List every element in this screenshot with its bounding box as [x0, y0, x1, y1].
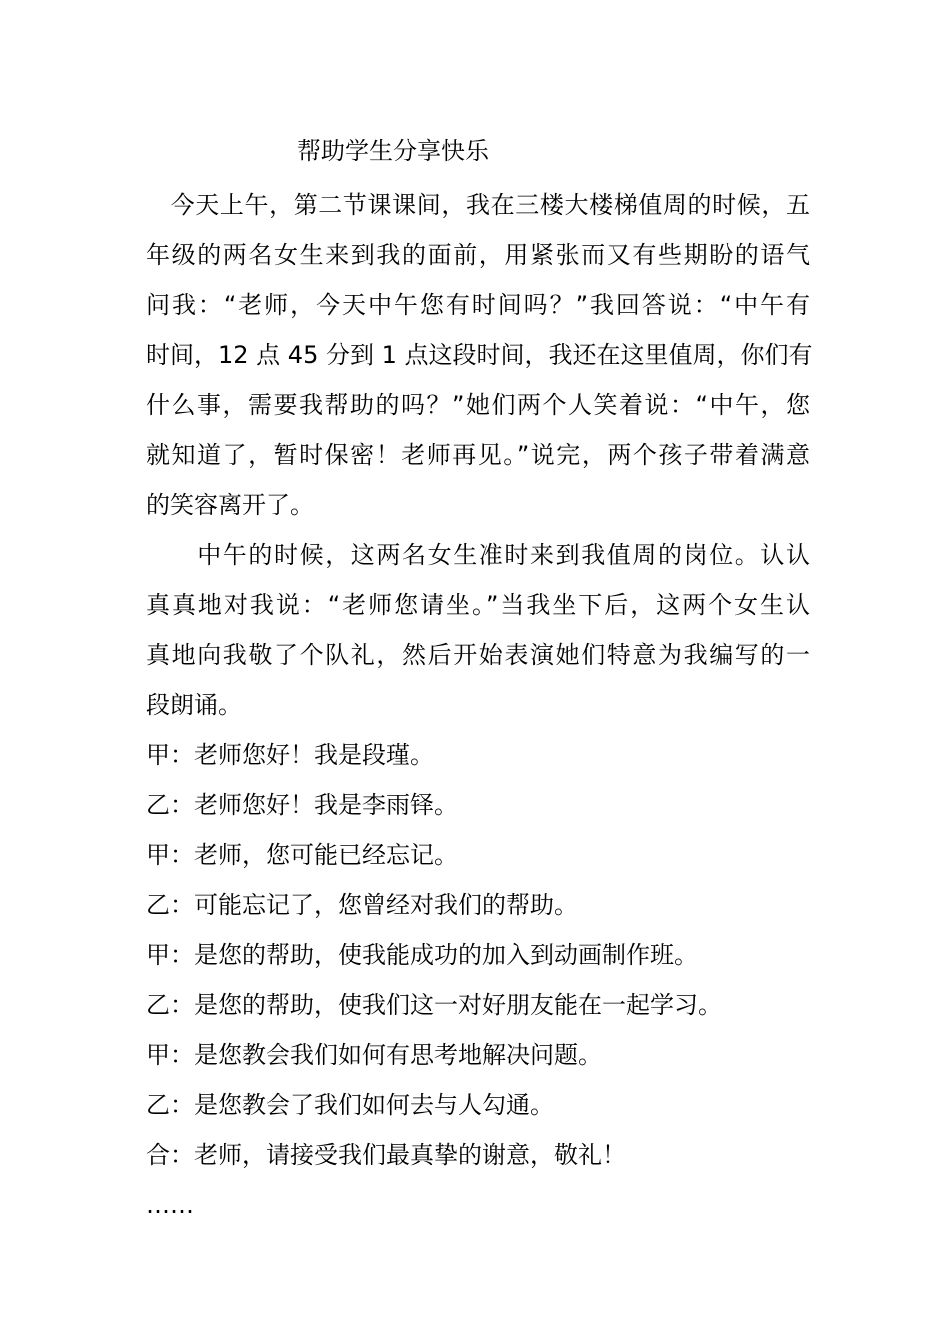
text-line: 乙：是您的帮助，使我们这一对好朋友能在一起学习。 — [146, 991, 722, 1019]
text-line: …… — [146, 1191, 194, 1219]
text-line: 什么事，需要我帮助的吗？”她们两个人笑着说：“中午，您 — [146, 391, 810, 419]
text-line: 甲：老师，您可能已经忘记。 — [146, 841, 458, 869]
text-line: 问我：“老师，今天中午您有时间吗？”我回答说：“中午有 — [146, 291, 810, 319]
text-line: 乙：是您教会了我们如何去与人勾通。 — [146, 1091, 554, 1119]
text-line: 真真地对我说：“老师您请坐。”当我坐下后，这两个女生认 — [146, 591, 810, 619]
text-line: 年级的两名女生来到我的面前，用紧张而又有些期盼的语气 — [146, 241, 810, 269]
text-line: 就知道了，暂时保密！老师再见。”说完，两个孩子带着满意 — [146, 441, 810, 469]
text-line: 乙：可能忘记了，您曾经对我们的帮助。 — [146, 891, 578, 919]
text-line: 甲：老师您好！我是段瑾。 — [146, 741, 434, 769]
text-line: 中午的时候，这两名女生准时来到我值周的岗位。认认 — [146, 541, 810, 569]
text-line: 甲：是您的帮助，使我能成功的加入到动画制作班。 — [146, 941, 698, 969]
text-line: 乙：老师您好！我是李雨铎。 — [146, 791, 458, 819]
text-line: 甲：是您教会我们如何有思考地解决问题。 — [146, 1041, 602, 1069]
document-title: 帮助学生分享快乐 — [297, 137, 489, 165]
text-line: 时间，12 点 45 分到 1 点这段时间，我还在这里值周，你们有 — [146, 341, 813, 369]
text-line: 真地向我敬了个队礼，然后开始表演她们特意为我编写的一 — [146, 641, 810, 669]
text-line: 的笑容离开了。 — [146, 491, 314, 519]
text-line: 今天上午，第二节课课间，我在三楼大楼梯值周的时候，五 — [146, 191, 810, 219]
text-line: 合：老师，请接受我们最真挚的谢意，敬礼！ — [146, 1141, 626, 1169]
text-line: 段朗诵。 — [146, 691, 242, 719]
document-body — [146, 180, 813, 1230]
